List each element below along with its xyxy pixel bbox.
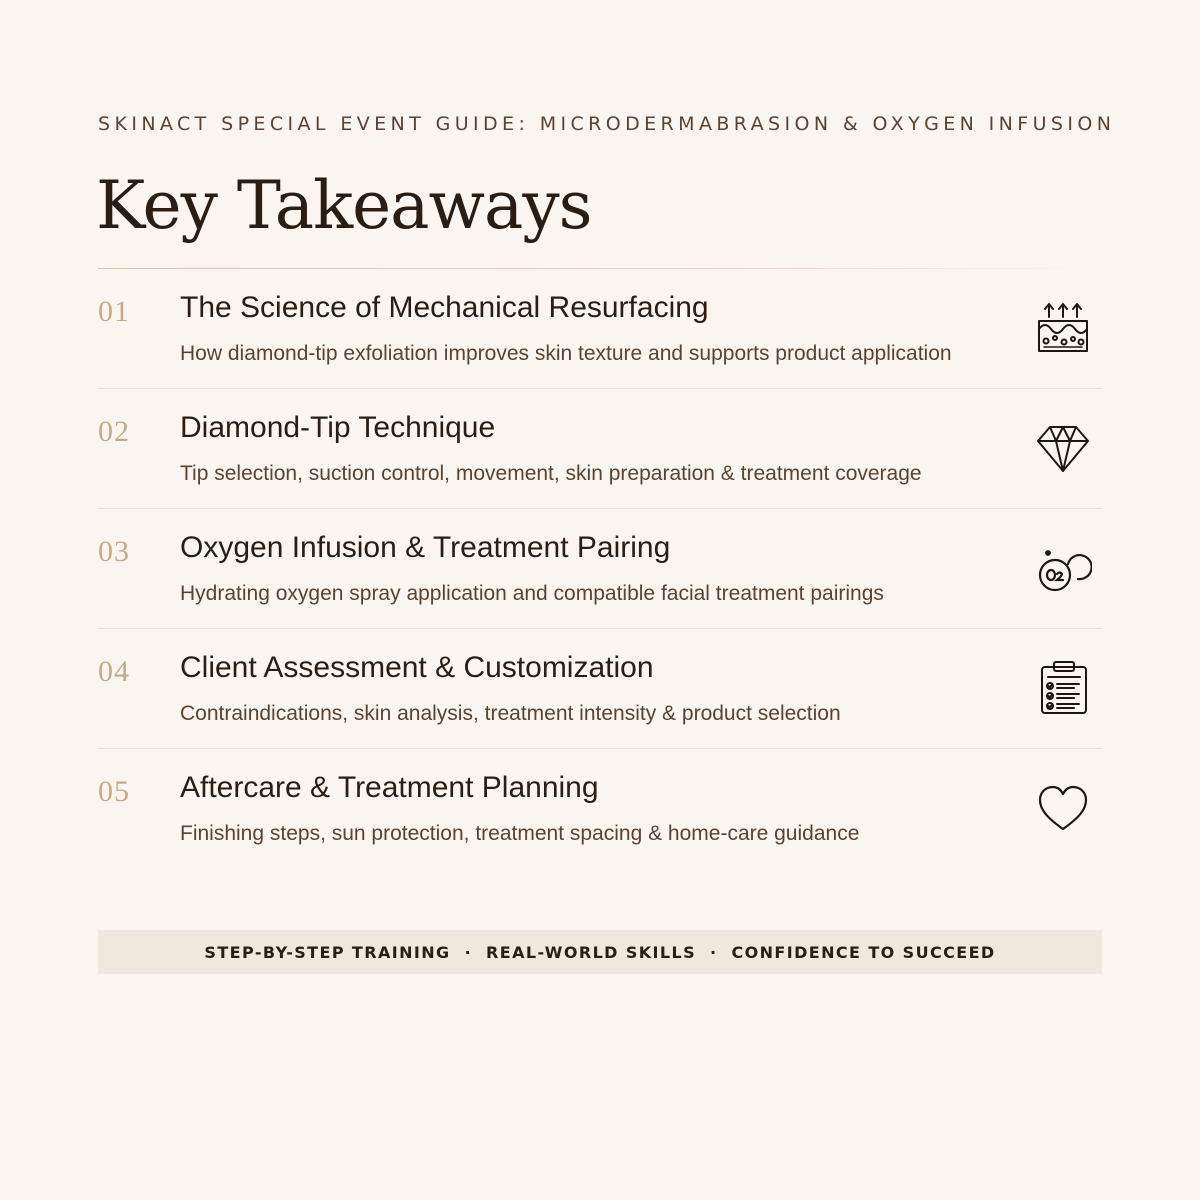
- heart-icon: [1034, 779, 1092, 837]
- banner-separator: ·: [464, 942, 473, 962]
- skin-layers-icon: [1034, 299, 1092, 357]
- banner-item: STEP-BY-STEP TRAINING: [204, 942, 451, 962]
- takeaway-title: Aftercare & Treatment Planning: [180, 771, 599, 804]
- takeaway-description: Hydrating oxygen spray application and compatible facial treatment pairings: [180, 582, 884, 605]
- takeaways-list: [98, 269, 1102, 868]
- banner-separator: ·: [710, 942, 718, 962]
- takeaway-description: Contraindications, skin analysis, treatment intensity & product selection: [180, 702, 841, 725]
- takeaway-item: [98, 389, 1102, 509]
- takeaway-description: Finishing steps, sun protection, treatment spacing & home-care guidance: [180, 822, 860, 845]
- takeaway-number: 03: [98, 535, 130, 568]
- takeaway-title: Oxygen Infusion & Treatment Pairing: [180, 531, 671, 564]
- banner-item: REAL-WORLD SKILLS: [486, 942, 697, 962]
- guide-eyebrow: SKINACT SPECIAL EVENT GUIDE: MICRODERMABRASION & OXYGEN INFUSION: [98, 113, 1116, 135]
- takeaway-item: [98, 749, 1102, 868]
- takeaway-number: 01: [98, 295, 130, 328]
- benefits-banner: [98, 930, 1102, 974]
- takeaway-number: 04: [98, 655, 130, 688]
- takeaway-title: Client Assessment & Customization: [180, 651, 654, 684]
- clipboard-checklist-icon: [1034, 659, 1092, 717]
- takeaway-number: 05: [98, 775, 130, 808]
- page-title: Key Takeaways: [96, 167, 592, 244]
- takeaway-description: Tip selection, suction control, movement, skin preparation & treatment coverage: [180, 462, 922, 485]
- takeaway-title: The Science of Mechanical Resurfacing: [180, 291, 709, 324]
- banner-item: CONFIDENCE TO SUCCEED: [731, 942, 996, 962]
- takeaway-number: 02: [98, 415, 130, 448]
- diamond-icon: [1034, 419, 1092, 477]
- oxygen-bubble-icon: [1034, 539, 1092, 597]
- takeaway-item: [98, 509, 1102, 629]
- takeaway-item: [98, 269, 1102, 389]
- takeaway-description: How diamond-tip exfoliation improves skin texture and supports product application: [180, 342, 952, 365]
- takeaway-item: [98, 629, 1102, 749]
- takeaway-title: Diamond-Tip Technique: [180, 411, 496, 444]
